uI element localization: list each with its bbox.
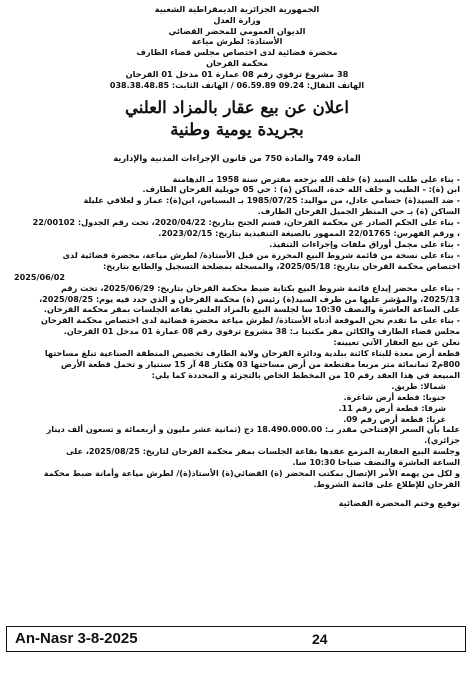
body-line: 800م2 ثمانمائة متر مربعا مقتطعة من أرض مساحتها 03 هكتار 48 آر 15 سنتيار و تحمل قطعة الأرض bbox=[60, 358, 460, 369]
title-line-2: بجريدة يومية وطنية bbox=[170, 119, 304, 139]
bailiff-name: الأستاذة: لطرش مياعة bbox=[191, 36, 283, 47]
body-line: نعلن عن بيع العقار الآتي تعيينه: bbox=[333, 337, 460, 348]
body-line: وجلسة البيع العقارية المزمع عقدها بقاعة الجلسات بمقر محكمة القرحان لتاريخ: 2025/08/25، على bbox=[65, 446, 460, 457]
body-line: القرحان للإطلاع على قائمة الشروط. bbox=[313, 478, 460, 489]
office-line: الديوان العمومي للمحضر القضائي bbox=[168, 25, 306, 36]
body-line: - بناء على الحكم الصادر عن محكمة القرحان، قسم الجنح بتاريخ: 2020/04/22، تحت رقم الجدول: 22/00102 bbox=[14, 217, 460, 228]
body-line: - بناء على ما تقدم نحن الموقعة أدناه الأستاذة/ لطرش مياعة محضرة قضائية لدى اختصاص محكمة القرحان bbox=[14, 315, 460, 326]
auction-notice bbox=[10, 4, 464, 616]
body-line: - بناء على مجمل أوراق ملفات وإجراءات التنفيذ. bbox=[14, 239, 460, 250]
notice-header bbox=[10, 4, 464, 91]
body-line: و لكل من يهمه الأمر الإتصال بمكتب المحضر (ة) القضائي(ة) الأستاذ(ة)/ لطرش مياعة وأمانة ضبط محكمة bbox=[43, 468, 460, 479]
body-line: - بناء على طلب السيد (ة) خلف الله برجعه مفترض سنة 1958 بـ الدهامنة bbox=[14, 174, 460, 185]
phone-numbers: الهاتف النقال: 09.24 06.59.89 / الهاتف الثابت: 038.38.48.85 bbox=[109, 80, 365, 90]
boundary-line: غربا: قطعة أرض رقم 09. bbox=[343, 413, 446, 424]
body-line: 2025/13، والمؤشر عليها من طرف السيد(ة) رئيس (ة) محكمة القرحان و الذي حدد فيه يوم: 2025/08/25، bbox=[39, 293, 460, 304]
court-name: محكمة القرحان bbox=[206, 57, 268, 68]
body-line: - بناء على محضر إيداع قائمة شروط البيع بكتابة ضبط محكمة القرحان بتاريخ: 2025/06/29، تحت رقم bbox=[14, 283, 460, 294]
body-line: - بناء على نسخة من قائمة شروط البيع المحررة من قبل الأستاذة/ لطرش مياعة، محضرة قضائية لدى bbox=[14, 250, 460, 261]
body-line: المبيعة في هذا العقد رقم 10 من المخطط الخاص بالتجزئة و المحددة كما يلي: bbox=[151, 369, 460, 380]
jurisdiction-line: محضرة قضائية لدى اختصاص مجلس قضاء الطارف bbox=[136, 47, 338, 58]
page-number: 24 bbox=[312, 631, 328, 647]
title-line-1: اعلان عن بيع عقار بالمزاد العلني bbox=[124, 97, 350, 117]
publication-date: An-Nasr 3-8-2025 bbox=[15, 630, 138, 647]
ministry-line: وزارة العدل bbox=[213, 14, 261, 25]
page-footer bbox=[6, 626, 466, 652]
boundary-line: شرقا: قطعة أرض رقم 11. bbox=[338, 402, 446, 413]
notice-title bbox=[10, 97, 464, 141]
body-line: على الساعة العاشرة والنصف 10:30 سا لجلسة البيع بالمزاد العلني بقاعة الجلسات بمقر محكمة القرحان. bbox=[43, 304, 460, 315]
body-line: الساكن (ة) بـ حي المنظر الجميل القرحان الطارف. bbox=[257, 206, 460, 217]
body-line: - ضد السيد(ة) حسامي عادل، من مواليد: 1985/07/25 بـ البسباس، ابن(ة): عمار و لعلاقي عليلة bbox=[83, 195, 460, 206]
body-line: ابن (ة): - الطيب و خلف الله حدة، الساكن (ة) : حي 05 جويلية القرحان الطارف. bbox=[142, 184, 460, 195]
office-address: 38 مشروع ترقوي رقم 08 عمارة 01 مدخل 01 القرحان bbox=[125, 68, 349, 79]
body-line: مجلس قضاء الطارف والكائن مقر مكتبنا بـ: 38 مشروع ترقوي رقم 08 عمارة 01 مدخل 01 القرحان. bbox=[63, 326, 460, 337]
legal-articles: المادة 749 والمادة 750 من قانون الإجراءات المدنية والإدارية bbox=[113, 152, 361, 163]
body-line: علما بأن السعر الإفتتاحي مقدر بـ: 18.490.000.00 دج (ثمانية عشر مليون و أربعمائة و تسعون ألف دينار bbox=[46, 424, 460, 435]
republic-line: الجمهورية الجزائرية الديمقراطية الشعبية bbox=[154, 4, 320, 14]
body-line: الساعة العاشرة والنصف صباحا 10:30 سا. bbox=[292, 457, 460, 468]
body-line: 2025/06/02 bbox=[14, 271, 65, 282]
boundary-line: شمالا: طريق. bbox=[391, 380, 446, 391]
body-line: اختصاص محكمة القرحان بتاريخ: 2025/05/18، والمسجلة بمصلحة التسجيل والطابع بتاريخ: bbox=[103, 260, 460, 271]
signature-line: توقيع وختم المحضرة القضائية bbox=[338, 497, 460, 508]
body-line: ، ورقم الفهرس: 22/01765 الممهور بالصيغة التنفيذية بتاريخ: 2023/02/15. bbox=[158, 228, 460, 239]
body-line: جزائري). bbox=[424, 435, 460, 446]
boundary-line: جنوبا: قطعة أرض شاغرة. bbox=[343, 391, 446, 402]
body-line: قطعة أرض معدة للبناء كائنة ببلدية ودائرة القرحان ولاية الطارف تخصيص المنطقة الصناعية تبلغ مساحتها bbox=[44, 348, 460, 359]
notice-body bbox=[10, 174, 464, 490]
